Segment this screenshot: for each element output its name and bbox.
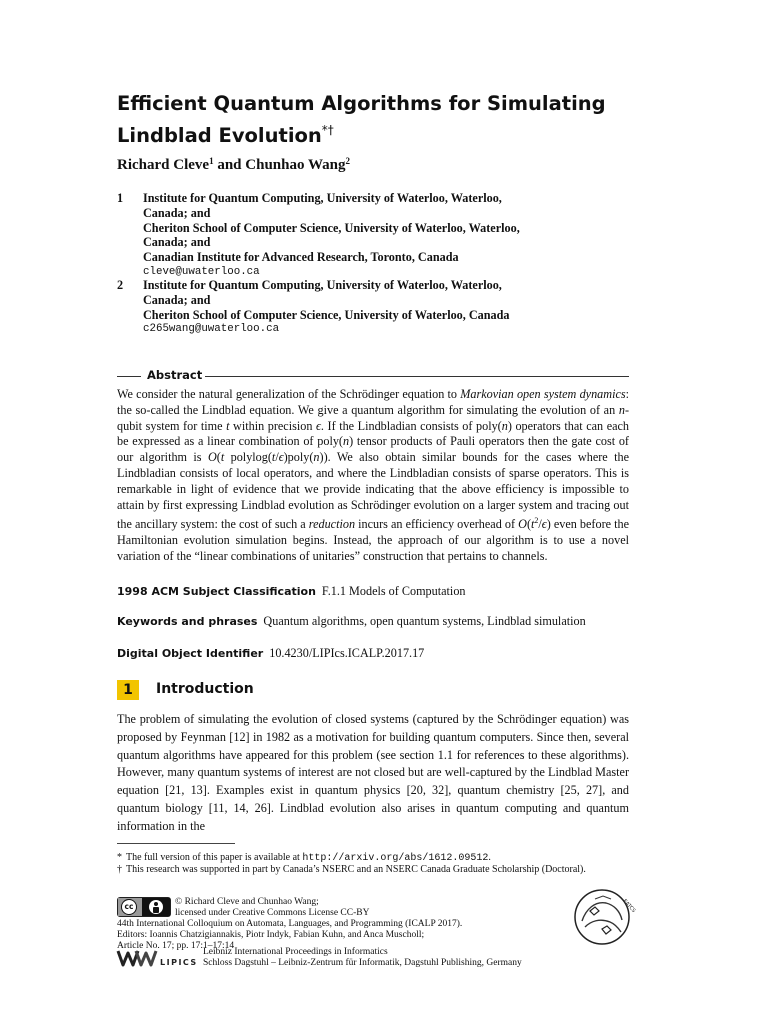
affiliation-number: 2 [117,278,124,292]
text-run: We consider the natural generalization of the Schrödinger equation to [117,387,461,401]
paper-title-text: Efficient Quantum Algorithms for Simulating Lindblad Evolution [117,92,606,147]
eatcs-seal-icon [573,888,637,946]
author-email: cleve@uwaterloo.ca [143,265,260,278]
italic-run: t [220,450,225,465]
text-run: ( [526,517,531,532]
article-line: Article No. 17; pp. 17:1–17:14 [117,940,235,951]
author-name: Chunhao Wang [245,157,346,173]
affiliation-number: 1 [117,191,124,205]
affiliation-line: Canada; and [143,292,211,307]
footnote-mark: † [117,864,122,875]
affiliation-line: Institute for Quantum Computing, University of Waterloo, Waterloo, [143,191,502,205]
footnote-rule [117,843,235,844]
author-line [117,156,350,174]
text-run: )poly( [283,450,314,465]
affiliation-2 [117,278,637,337]
footnote-text: This research was supported in part by Canada’s NSERC and an NSERC Canada Graduate Scholarship (Doctoral). [126,864,586,875]
editors-line: Editors: Ioannis Chatzigiannakis, Piotr Indyk, Fabian Kuhn, and Anca Muscholl; [117,929,425,940]
footnote-text: The full version of this paper is available at [126,852,303,863]
footnote-tail: . [488,852,491,863]
abstract-body [117,387,629,565]
text-run: polylog( [224,450,272,465]
italic-run: n [501,418,508,433]
italic-run: t [226,418,230,433]
introduction-body [117,711,629,836]
affiliation-line: Institute for Quantum Computing, University of Waterloo, Waterloo, [143,278,502,292]
publisher-address: Schloss Dagstuhl – Leibniz-Zentrum für Informatik, Dagstuhl Publishing, Germany [203,957,522,968]
italic-run: n [313,450,320,465]
title-footnote-marks: *† [321,123,334,137]
italic-run: reduction [308,517,356,532]
section-title: Introduction [156,681,254,697]
author-email: c265wang@uwaterloo.ca [143,323,280,336]
text-run: -qubit system for time [117,402,629,433]
text-run: The problem of simulating the evolution of closed systems (captured by the Schrödinger equation) was proposed by Feynman [12] in 1982 as a motivation for building quantum computers. Since then, several quantum algorithms have appeared for this problem (see section 1.1 for references to these algorithms). However, many quantum systems of interest are not closed but are well-captured by the Lindblad Master equation [21, 13]. Examples exist in quantum physics [20, 32], quantum chemistry [25, 27], and quantum biology [11, 14, 26]. Lindblad evolution also arises in quantum computing and quantum information in the [117,712,629,833]
section-number-badge: 1 [117,680,139,700]
abstract-rule-right [205,376,629,377]
cc-by-license-badge[interactable] [117,897,171,917]
italic-run: O [207,450,217,465]
publisher-series: Leibniz International Proceedings in Informatics [203,947,388,957]
author-name: Richard Cleve [117,157,210,173]
abstract-heading: Abstract [147,368,203,382]
keywords [117,614,586,629]
doi-value[interactable]: 10.4230/LIPIcs.ICALP.2017.17 [269,646,425,660]
doi-label: Digital Object Identifier [117,647,264,660]
copyright-line: © Richard Cleve and Chunhao Wang; [175,897,319,907]
affiliation-line: Canada; and [143,235,211,250]
text-run: / [275,450,279,465]
copyright-notice [175,897,369,919]
italic-run: O [518,517,527,532]
text-run: within precision [229,418,316,433]
paper-title [117,90,657,149]
author-joiner: and [213,157,246,173]
italic-run: t [271,450,276,465]
license-line: licensed under Creative Commons License CC-BY [175,908,370,919]
acm-label: 1998 ACM Subject Classification [117,585,316,598]
text-run: ) even before the Hamiltonian evolution simulation begins. Instead, the approach of our algorithm is to use a novel variation of the “linear combinations of unitaries” construction that pertains to channels. [117,517,630,563]
footnote-link[interactable]: http://arxiv.org/abs/1612.09512 [302,853,489,864]
author-affiliation-mark: 2 [345,156,350,166]
italic-run: t [531,517,535,532]
affiliation-line: Canada; and [143,205,211,220]
abstract-rule-left [117,376,141,377]
author-affiliation-mark: 1 [209,156,214,166]
italic-run: n [342,434,350,449]
italic-run: ϵ [315,418,321,433]
text-run: ( [216,450,221,465]
acm-classification [117,584,466,599]
affiliation-line: Canadian Institute for Advanced Research, Toronto, Canada [143,250,459,265]
abstract-header [117,368,629,384]
acm-value: F.1.1 Models of Computation [321,584,466,598]
affiliation-line: Cheriton School of Computer Science, University of Waterloo, Waterloo, [143,220,520,235]
affiliation-body [143,191,637,280]
text-run: : the so-called the Lindblad equation. We give a quantum algorithm for simulating the evolution of an [117,387,629,417]
conference-line: 44th International Colloquium on Automata, Languages, and Programming (ICALP 2017). [117,919,463,929]
publisher-info [203,947,522,969]
keywords-label: Keywords and phrases [117,615,258,628]
keywords-value: Quantum algorithms, open quantum systems, Lindblad simulation [263,614,586,628]
italic-run: Markovian open system dynamics [460,387,626,401]
affiliation-body [143,278,637,337]
affiliation-1 [117,191,637,280]
text-run: )). We also obtain similar bounds for the cases where the Lindbladian consists of local operators, and where the Lindbladian consists of sparse operators. This is remarkable in light of evidence that we provide indicating that the above efficiency is impossible to attain by first expressing Lindblad evolution as Schrödinger evolution on a larger system and tracing out the ancillary system: the cost of such a [117,450,629,532]
text-run: ) tensor products of Pauli operators then the gate cost of our algorithm is [117,434,629,465]
cc-logo-icon: cc [121,899,137,915]
text-run: / [538,517,542,532]
text-run: incurs an efficiency overhead of [355,517,519,532]
footnote-2 [117,864,629,877]
text-run: ) operators that can each be expressed as a linear combination of poly( [117,418,630,449]
seal-text: EATCS [621,898,637,914]
superscript-run: 2 [534,516,539,526]
affiliation-line: Cheriton School of Computer Science, University of Waterloo, Canada [143,307,510,322]
italic-run: ϵ [278,450,284,465]
italic-run: n [618,402,625,417]
footnote-mark: * [117,852,122,863]
lipics-logo [117,947,197,969]
person-icon [149,900,163,914]
text-run: . If the Lindbladian consists of poly( [320,418,502,433]
italic-run: ϵ [541,517,547,532]
lipics-logo-text: LIPICS [160,958,198,967]
doi [117,646,424,661]
